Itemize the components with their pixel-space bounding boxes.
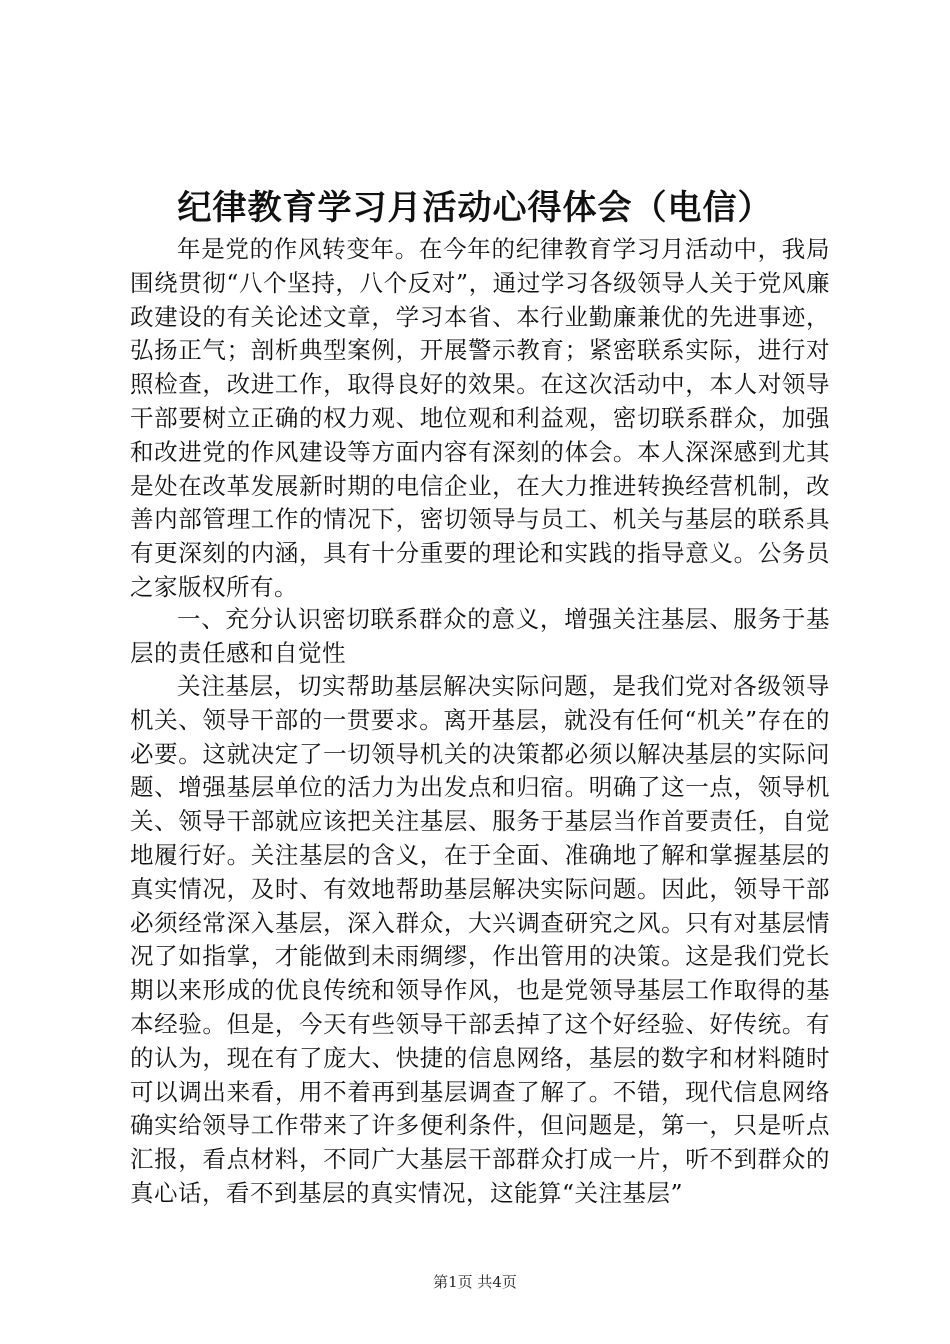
intro-paragraph: 年是党的作风转变年。在今年的纪律教育学习月活动中，我局围绕贯彻“八个坚持，八个反对”，通过学习各级领导人关于党风廉政建设的有关论述文章，学习本省、本行业勤廉兼优的先进事迹，弘扬正气；剖析典型案例，开展警示教育；紧密联系实际，进行对照检查，改进工作，取得良好的效果。在这次活动中，本人对领导干部要树立正确的权力观、地位观和利益观，密切联系群众，加强和改进党的作风建设等方面内容有深刻的体会。本人深深感到尤其是处在改革发展新时期的电信企业，在大力推进转换经营机制，改善内部管理工作的情况下，密切领导与员工、机关与基层的联系具有更深刻的内涵，具有十分重要的理论和实践的指导意义。公务员之家版权所有。	[130, 235, 830, 601]
page-number: 第1页 共4页	[433, 1273, 517, 1291]
document-title: 纪律教育学习月活动心得体会（电信）	[177, 188, 773, 228]
body-paragraph: 关注基层，切实帮助基层解决实际问题，是我们党对各级领导机关、领导干部的一贯要求。离开基层，就没有任何“机关”存在的必要。这就决定了一切领导机关的决策都必须以解决基层的实际问题、增强基层单位的活力为出发点和归宿。明确了这一点，领导机关、领导干部就应该把关注基层、服务于基层当作首要责任，自觉地履行好。关注基层的含义，在于全面、准确地了解和掌握基层的真实情况，及时、有效地帮助基层解决实际问题。因此，领导干部必须经常深入基层，深入群众，大兴调查研究之风。只有对基层情况了如指掌，才能做到未雨绸缪，作出管用的决策。这是我们党长期以来形成的优良传统和领导作风，也是党领导基层工作取得的基本经验。但是，今天有些领导干部丢掉了这个好经验、好传统。有的认为，现在有了庞大、快捷的信息网络，基层的数字和材料随时可以调出来看，用不着再到基层调查了解了。不错，现代信息网络确实给领导工作带来了许多便利条件，但问题是，第一，只是听点汇报，看点材料，不同广大基层干部群众打成一片，听不到群众的真心话，看不到基层的真实情况，这能算“关注基层”	[130, 672, 830, 1207]
section-heading: 一、充分认识密切联系群众的意义，增强关注基层、服务于基层的责任感和自觉性	[130, 605, 830, 667]
